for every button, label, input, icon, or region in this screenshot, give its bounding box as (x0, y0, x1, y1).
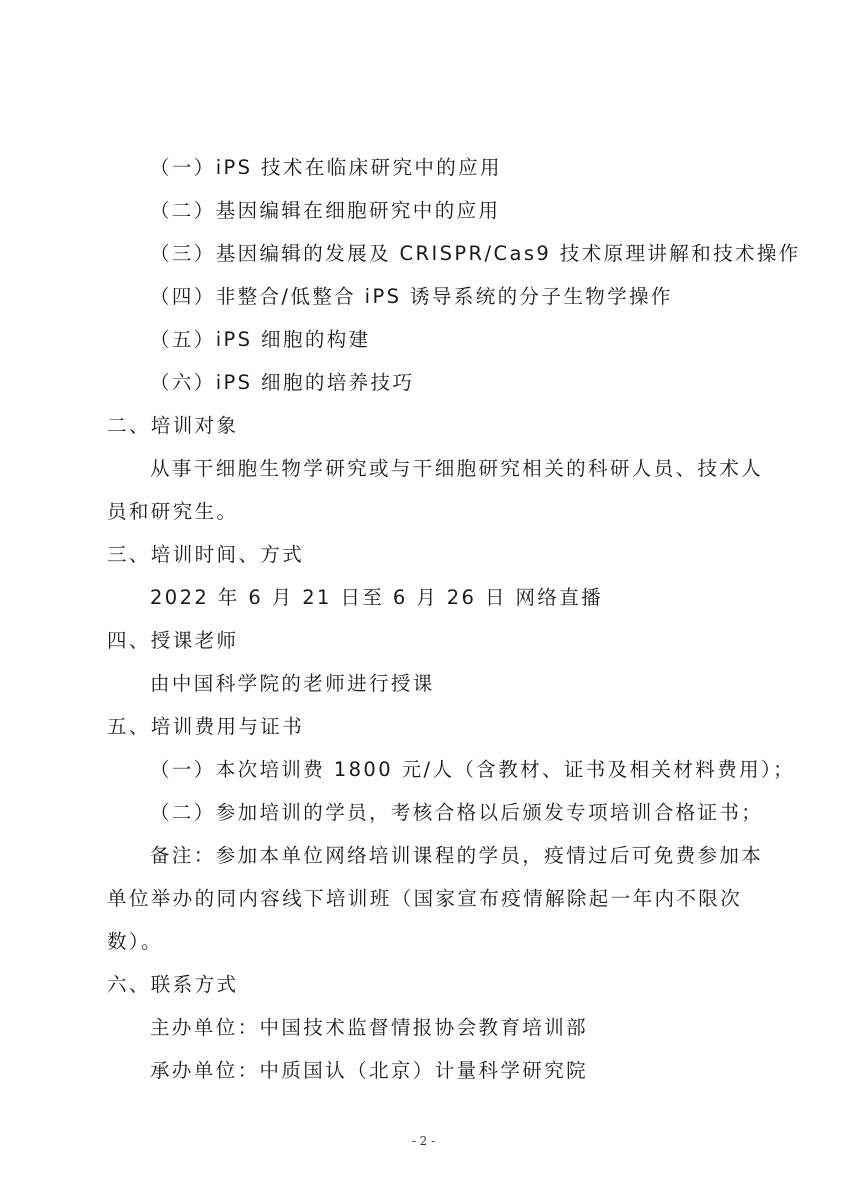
section6-heading: 六、联系方式 (107, 973, 239, 996)
section1-item-4: （四）非整合/低整合 iPS 诱导系统的分子生物学操作 (150, 285, 673, 308)
section5-item-2: （二）参加培训的学员，考核合格以后颁发专项培训合格证书； (150, 801, 764, 824)
section5-heading: 五、培训费用与证书 (107, 715, 305, 738)
section1-item-2: （二）基因编辑在细胞研究中的应用 (150, 199, 501, 222)
section2-body-line1: 从事干细胞生物学研究或与干细胞研究相关的科研人员、技术人 (150, 457, 764, 480)
section6-organizer: 主办单位：中国技术监督情报协会教育培训部 (150, 1016, 589, 1039)
page-number: - 2 - (411, 1134, 436, 1148)
section3-body: 2022 年 6 月 21 日至 6 月 26 日 网络直播 (150, 586, 604, 609)
section1-item-6: （六）iPS 细胞的培养技巧 (150, 371, 415, 394)
section5-note-line2: 单位举办的同内容线下培训班（国家宣布疫情解除起一年内不限次 (107, 887, 743, 910)
section4-heading: 四、授课老师 (107, 629, 239, 652)
section4-body: 由中国科学院的老师进行授课 (150, 672, 435, 695)
section5-note-line1: 备注：参加本单位网络培训课程的学员，疫情过后可免费参加本 (150, 844, 764, 867)
section1-item-1: （一）iPS 技术在临床研究中的应用 (150, 156, 502, 179)
section5-note-line3: 数）。 (107, 930, 163, 953)
section3-heading: 三、培训时间、方式 (107, 543, 305, 566)
section1-item-5: （五）iPS 细胞的构建 (150, 328, 371, 351)
section1-item-3: （三）基因编辑的发展及 CRISPR/Cas9 技术原理讲解和技术操作 (150, 242, 801, 265)
section6-co-organizer: 承办单位：中质国认（北京）计量科学研究院 (150, 1059, 589, 1082)
section2-body-line2: 员和研究生。 (107, 500, 239, 523)
section2-heading: 二、培训对象 (107, 414, 239, 437)
section5-item-1: （一）本次培训费 1800 元/人（含教材、证书及相关材料费用）； (150, 758, 796, 781)
